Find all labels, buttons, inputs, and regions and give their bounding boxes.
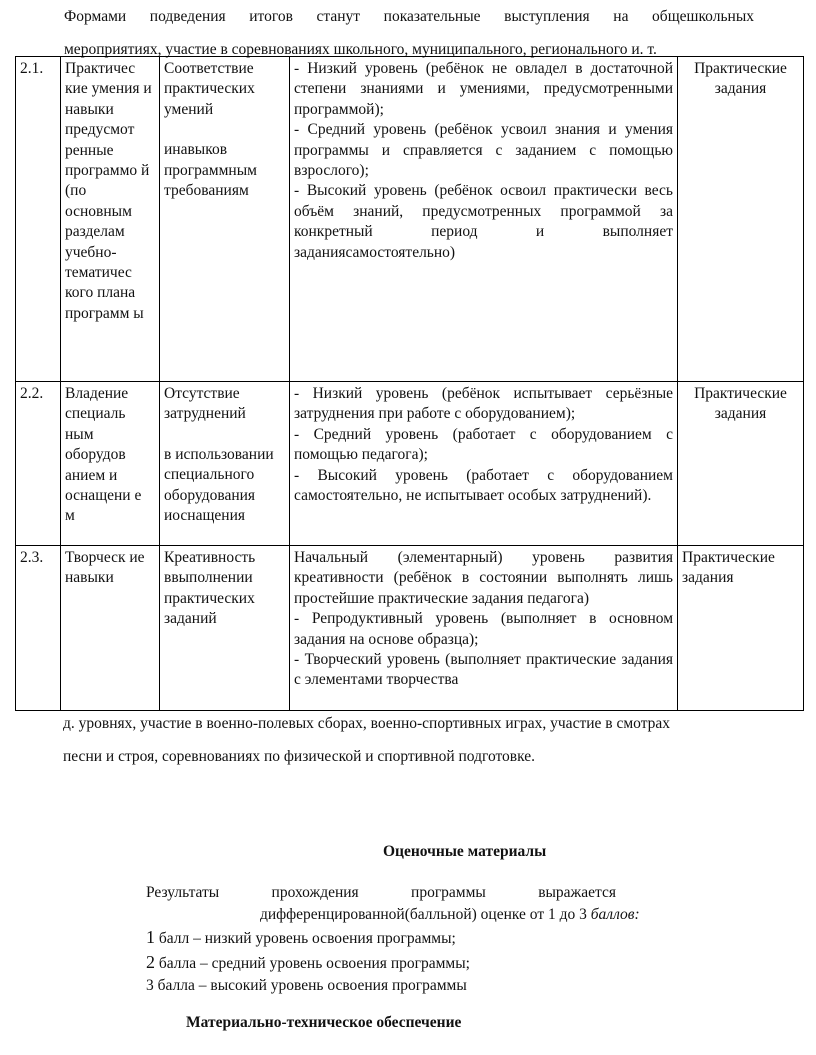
results-line-2	[146, 904, 640, 926]
criterion-cell	[160, 382, 290, 546]
continuation-line-2: песни и строя, соревнованиях по физической и спортивной подготовке.	[63, 748, 536, 765]
skill-cell: Творческ ие навыки	[61, 546, 160, 711]
table-row	[16, 57, 804, 382]
criterion-text-cont: инавыков программным требованиям	[164, 141, 257, 200]
level-low: - Низкий уровень (ребёнок не овладел в достаточной степени знаниями и умениями, предусмотренными программой);	[294, 60, 673, 118]
score-item	[146, 926, 470, 951]
form-cell: Практические задания	[678, 382, 804, 546]
score-item	[146, 975, 470, 998]
skill-cell: Владение специаль ным оборудов анием и оснащени е м	[61, 382, 160, 546]
levels-cell	[290, 382, 678, 546]
results-line-2-text: дифференцированной(балльной) оценке от 1 до 3	[260, 906, 587, 923]
score-text: балла – высокий уровень освоения программы	[157, 977, 467, 994]
level-mid: - Средний уровень (работает с оборудованием с помощью педагога);	[294, 425, 673, 464]
score-number: 2	[146, 951, 155, 972]
results-paragraph	[146, 882, 640, 926]
row-number: 2.1.	[16, 57, 61, 382]
table-row	[16, 382, 804, 546]
level-low: - Низкий уровень (ребёнок испытывает серьёзные затруднения при работе с оборудованием);	[294, 385, 673, 423]
continuation-line-1: д. уровнях, участие в военно-полевых сборах, военно-спортивных играх, участие в смотрах	[63, 715, 671, 732]
score-scale	[146, 926, 470, 998]
equipment-heading: Материально-техническое обеспечение	[186, 1014, 462, 1031]
score-number: 3	[146, 977, 154, 994]
score-text: балл – низкий уровень освоения программы;	[158, 930, 456, 947]
levels-cell	[290, 57, 678, 382]
score-number: 1	[146, 927, 155, 947]
continuation-paragraph	[63, 707, 763, 773]
level-high: - Высокий уровень (ребёнок освоил практически весь объём знаний, предусмотренных программой за конкретный период и выполняет заданиясамостоятельно)	[294, 182, 673, 261]
level-reproductive: - Репродуктивный уровень (выполняет в основном задания на основе образца);	[294, 610, 673, 648]
intro-line-1: Формами подведения итогов станут показательные выступления на общешкольных	[64, 8, 754, 25]
table-row	[16, 546, 804, 711]
level-creative: - Творческий уровень (выполняет практические задания с элементами творчества	[294, 651, 673, 689]
criterion-cell	[160, 57, 290, 382]
row-number: 2.2.	[16, 382, 61, 546]
criterion-text: Соответствие практических умений	[164, 60, 255, 118]
levels-cell	[290, 546, 678, 711]
form-cell: Практические задания	[678, 546, 804, 711]
row-number: 2.3.	[16, 546, 61, 711]
criterion-text: Отсутствие затруднений	[164, 385, 246, 423]
criterion-text: Креативность ввыполнении практических заданий	[164, 549, 256, 628]
skill-cell: Практичес кие умения и навыки предусмот ренные программо й (по основным разделам учебно-тематичес кого плана программ ы	[61, 57, 160, 382]
score-text: балла – средний уровень освоения программы;	[158, 954, 470, 972]
results-line-1: Результаты прохождения программы выражается	[146, 884, 616, 901]
assessment-heading: Оценочные материалы	[383, 843, 547, 860]
criterion-text-cont: в использовании специального оборудования иоснащения	[164, 445, 274, 525]
form-cell: Практические задания	[678, 57, 804, 382]
criterion-cell	[160, 546, 290, 711]
results-line-2-italic: баллов:	[590, 906, 640, 923]
score-item	[146, 951, 470, 976]
level-mid: - Средний уровень (ребёнок усвоил знания и умения программы и справляется с заданием с помощью взрослого);	[294, 121, 673, 180]
level-high: - Высокий уровень (работает с оборудованием самостоятельно, не испытывает особых затруднений).	[294, 466, 673, 505]
level-base: Начальный (элементарный) уровень развития креативности (ребёнок в состоянии выполнять лишь простейшие практические задания педагога)	[294, 549, 673, 607]
criteria-table	[15, 56, 804, 711]
intro-line-2: мероприятиях, участие в соревнованиях школьного, муниципального, регионального и. т.	[64, 41, 657, 58]
